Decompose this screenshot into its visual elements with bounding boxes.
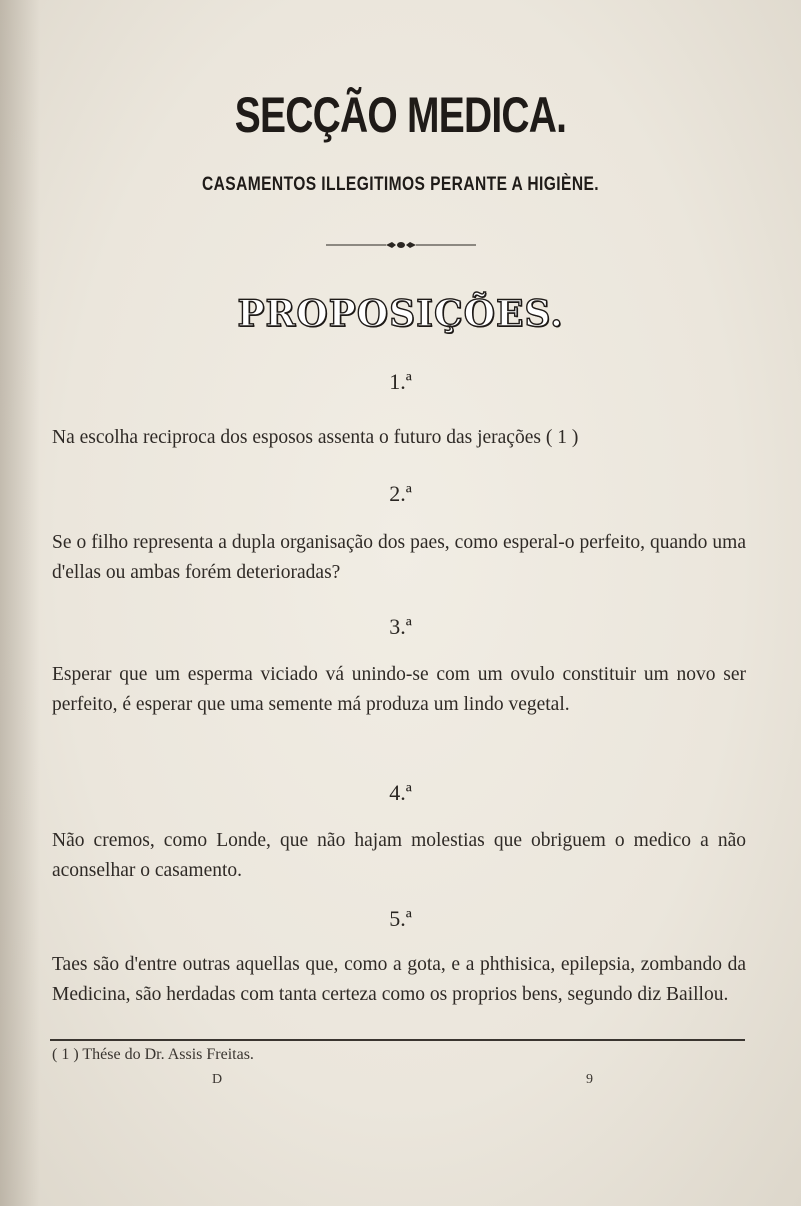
proposition-number: 4.ª — [389, 780, 412, 805]
proposition-text: Na escolha reciproca dos esposos assenta o futuro das jerações ( 1 ) — [52, 427, 579, 448]
page-edge-shadow — [0, 0, 40, 1206]
proposition-number: 2.ª — [389, 481, 412, 506]
proposition-number: 3.ª — [389, 614, 412, 639]
section-heading: SECÇÃO MEDICA. — [234, 87, 567, 143]
thesis-subtitle: CASAMENTOS ILLEGITIMOS PERANTE A HIGIÈNE. — [201, 174, 600, 195]
propositions-title: PROPOSIÇÕES. — [237, 293, 564, 335]
ornament-divider-icon — [326, 240, 476, 250]
proposition-text: Esperar que um esperma viciado vá unindo-se com um ovulo constituir um novo ser perfeito, é esperar que uma semente má produza um lindo vegetal. — [52, 664, 746, 715]
proposition-number: 1.ª — [389, 369, 412, 394]
proposition-text: Não cremos, como Londe, que não hajam molestias que obriguem o medico a não aconselhar o casamento. — [52, 830, 746, 881]
signature-mark-left: D — [212, 1072, 223, 1087]
proposition-number: 5.ª — [389, 906, 412, 931]
footnote: ( 1 ) Thése do Dr. Assis Freitas. — [52, 1046, 254, 1063]
proposition-text: Se o filho representa a dupla organisação dos paes, como esperal-o perfeito, quando uma d'ellas ou ambas forém deterioradas? — [52, 532, 746, 583]
footnote-rule — [50, 1039, 745, 1041]
signature-mark-right: 9 — [586, 1072, 593, 1087]
proposition-text: Taes são d'entre outras aquellas que, como a gota, e a phthisica, epilepsia, zombando da Medicina, são herdadas com tanta certeza como os proprios bens, segundo diz Baillou. — [52, 954, 746, 1005]
